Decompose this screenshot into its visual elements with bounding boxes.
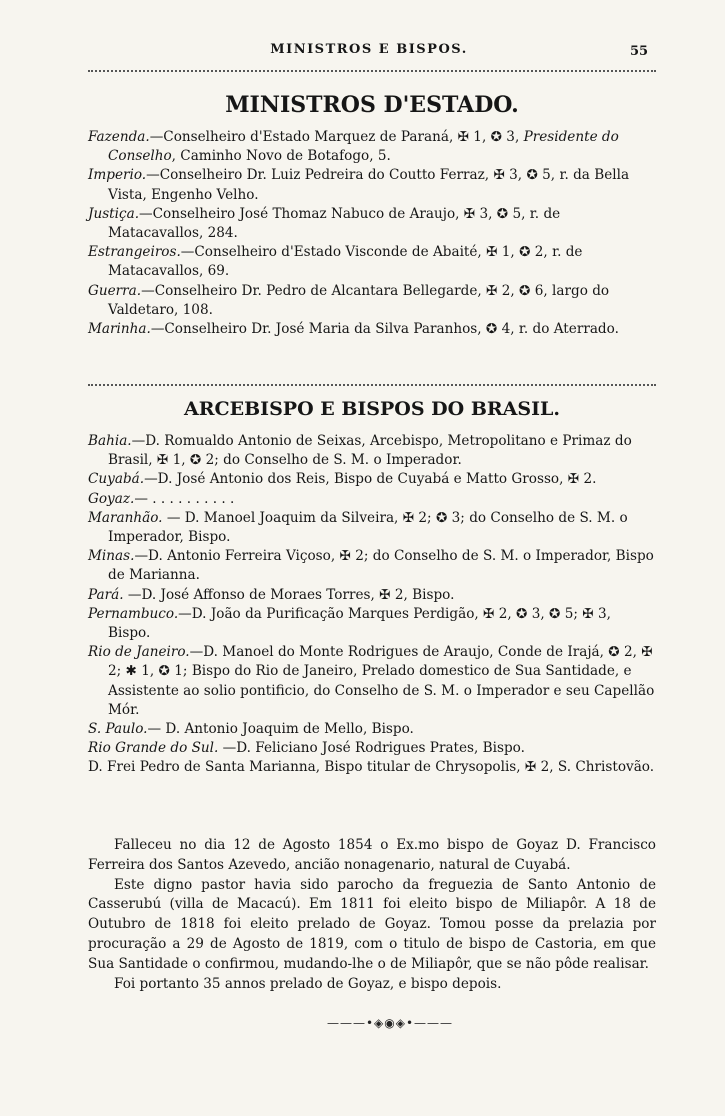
ministros-title: MINISTROS D'ESTADO. [225,92,519,118]
list-item: Pará. —D. José Affonso de Moraes Torres, ✠ 2, Bispo. [88,586,455,603]
list-item: Justiça.—Conselheiro José Thomaz Nabuco de Araujo, ✠ 3, ✪ 5, r. de Matacavallos, 284. [88,205,561,242]
paragraph: Foi portanto 35 annos prelado de Goyaz, e bispo depois. [114,975,502,992]
ministros-list [88,128,656,339]
running-title: MINISTROS E BISPOS. [270,42,468,57]
paragraph: Este digno pastor havia sido parocho da freguezia de Santo Antonio de Casserubú (villa de Macacú). Em 1811 foi eleito bispo de Miliapôr. A 18 de Outubro de 1818 foi eleito prelado de Goyaz. Tomou posse da prelazia por procuração a 29 de Agosto de 1819, com o titulo de bispo de Castoria, em que Sua Santidade o confirmou, mudando-lhe o de Miliapôr, que se não pôde realisar. [88,876,656,972]
list-item: Estrangeiros.—Conselheiro d'Estado Visconde de Abaité, ✠ 1, ✪ 2, r. de Matacavallos, 69. [88,244,583,280]
list-item: Maranhão. — D. Manoel Joaquim da Silveira, ✠ 2; ✪ 3; do Conselho de S. M. o Imperador, Bispo. [88,509,628,546]
bispos-list [88,432,656,778]
bispos-title: ARCEBISPO E BISPOS DO BRASIL. [183,398,560,420]
list-item: Goyaz.— . . . . . . . . . . [88,490,235,507]
list-item: Imperio.—Conselheiro Dr. Luiz Pedreira do Coutto Ferraz, ✠ 3, ✪ 5, r. da Bella Vista, Engenho Velho. [88,167,630,203]
section-rule [88,384,656,386]
list-item: Fazenda.—Conselheiro d'Estado Marquez de Paraná, ✠ 1, ✪ 3, Presidente do Conselho, Caminho Novo de Botafogo, 5. [88,129,619,165]
ornament: ———•◈◉◈•——— [326,1016,454,1030]
list-item: Marinha.—Conselheiro Dr. José Maria da Silva Paranhos, ✪ 4, r. do Aterrado. [88,321,619,338]
list-item: Cuyabá.—D. José Antonio dos Reis, Bispo de Cuyabá e Matto Grosso, ✠ 2. [88,471,597,488]
list-item: Pernambuco.—D. João da Purificação Marques Perdigão, ✠ 2, ✪ 3, ✪ 5; ✠ 3, Bispo. [88,605,611,642]
list-item: Rio Grande do Sul. —D. Feliciano José Rodrigues Prates, Bispo. [88,740,525,757]
list-item: Minas.—D. Antonio Ferreira Viçoso, ✠ 2; do Conselho de S. M. o Imperador, Bispo de Marianna. [88,548,654,584]
header-rule [88,70,656,72]
list-item: D. Frei Pedro de Santa Marianna, Bispo titular de Chrysopolis, ✠ 2, S. Christovão. [88,759,655,776]
list-item: Rio de Janeiro.—D. Manoel do Monte Rodrigues de Araujo, Conde de Irajá, ✪ 2, ✠ 2; ✱ 1, ✪ 1; Bispo do Rio de Janeiro, Prelado domestico de Sua Santidade, e Assistente ao solio pontificio, do Conselho de S. M. o Imperador e seu Capellão Mór. [88,644,655,718]
paragraph: Falleceu no dia 12 de Agosto 1854 o Ex.mo bispo de Goyaz D. Francisco Ferreira dos Santos Azevedo, ancião nonagenario, natural de Cuyabá. [88,837,656,873]
list-item: Bahia.—D. Romualdo Antonio de Seixas, Arcebispo, Metropolitano e Primaz do Brasil, ✠ 1, ✪ 2; do Conselho de S. M. o Imperador. [88,433,632,469]
obituary-text [88,836,656,994]
list-item: Guerra.—Conselheiro Dr. Pedro de Alcantara Bellegarde, ✠ 2, ✪ 6, largo do Valdetaro, 108. [88,282,610,318]
list-item: S. Paulo.— D. Antonio Joaquim de Mello, Bispo. [88,721,414,738]
page-number: 55 [630,44,649,59]
